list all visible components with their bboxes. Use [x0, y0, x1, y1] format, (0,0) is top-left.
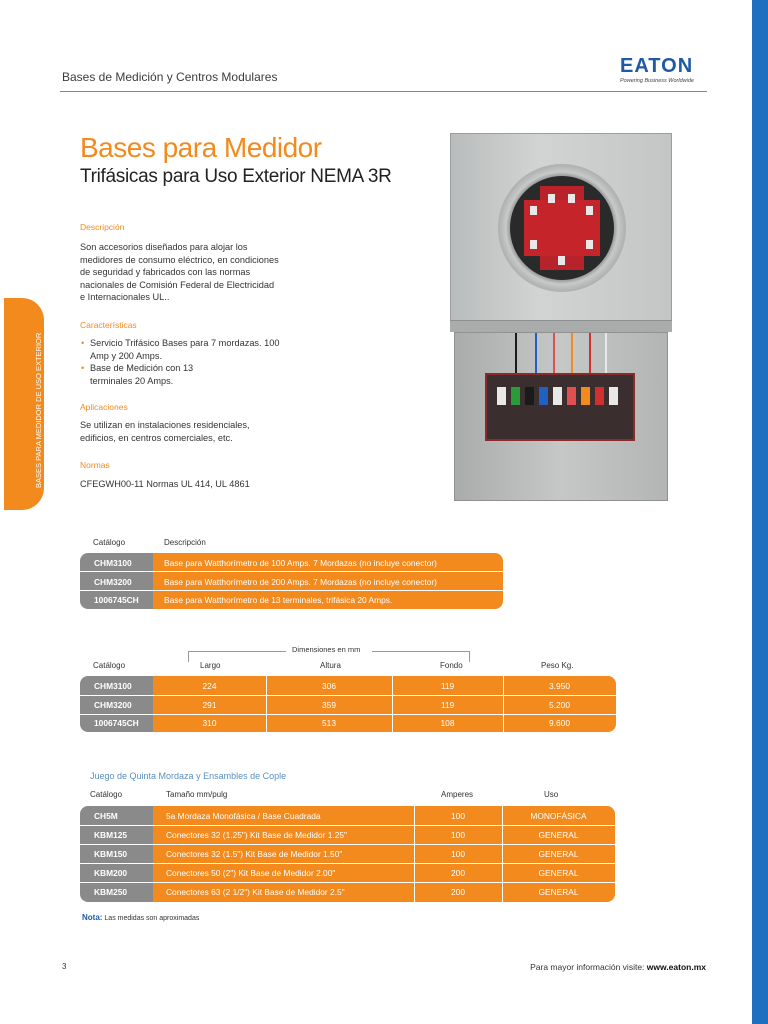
wire — [589, 333, 591, 373]
page-title: Bases para Medidor — [80, 132, 322, 163]
t2-peso: 5.200 — [549, 699, 570, 710]
t2-header-altura: Altura — [320, 661, 341, 670]
t2-largo: 291 — [202, 699, 217, 710]
t3-amp: 100 — [451, 811, 465, 821]
t1-cat: CHM3100 — [94, 557, 132, 568]
t1-desc: Base para Watthorímetro de 200 Amps. 7 Mordazas (no incluye conector) — [164, 576, 437, 587]
wire — [605, 333, 607, 373]
t2-altura: 513 — [322, 718, 336, 728]
t2-header-largo: Largo — [200, 661, 221, 670]
t1-header-descripcion: Descripción — [164, 538, 206, 547]
t3-header-uso: Uso — [544, 790, 559, 799]
logo-wordmark: EATON — [620, 55, 694, 77]
normas-label: Normas — [80, 460, 110, 470]
t3-uso: GENERAL — [538, 867, 579, 878]
jaw — [530, 206, 537, 215]
t3-amp: 200 — [451, 867, 465, 878]
t3-amp: 100 — [451, 829, 465, 840]
jaw — [568, 194, 575, 203]
t2-cat: 1006745CH — [94, 718, 139, 728]
terminal — [567, 387, 576, 405]
t1-cat: CHM3200 — [94, 576, 132, 587]
meter-base-product-image — [450, 133, 672, 501]
t3-cat: KBM250 — [94, 887, 128, 897]
t3-uso: MONOFÁSICA — [530, 811, 587, 821]
terminal — [581, 387, 590, 405]
header-divider — [60, 91, 707, 92]
t3-header-tamano: Tamaño mm/pulg — [166, 790, 228, 799]
t3-size: Conectores 50 (2") Kit Base de Medidor 2.00" — [166, 867, 336, 878]
logo-tagline: Powering Business Worldwide — [620, 78, 694, 84]
meter-cover — [450, 133, 672, 330]
t2-peso: 3.950 — [549, 680, 570, 691]
t2-header-catalogo: Catálogo — [93, 661, 126, 670]
meter-hinge — [450, 320, 672, 332]
t3-header-catalogo: Catálogo — [90, 790, 123, 799]
jaw — [586, 240, 593, 249]
caracteristicas-label: Características — [80, 320, 137, 330]
terminal — [609, 387, 618, 405]
caracteristica-item: • Servicio Trifásico Bases para 7 mordazas. 100 Amp y 200 Amps. — [80, 337, 280, 362]
t2-largo: 224 — [202, 680, 217, 691]
t3-uso: GENERAL — [538, 829, 579, 840]
wire — [553, 333, 555, 373]
page-number: 3 — [62, 962, 67, 971]
footer-text: Para mayor información visite: — [530, 962, 645, 972]
t3-size: Conectores 32 (1.5") Kit Base de Medidor 1.50" — [166, 848, 343, 859]
footer — [530, 962, 706, 972]
t2-cat: CHM3100 — [94, 680, 132, 691]
t3-header-amperes: Amperes — [441, 790, 474, 799]
wire — [571, 333, 573, 373]
t2-altura: 359 — [322, 699, 336, 710]
t2-fondo: 119 — [440, 680, 455, 691]
wire — [515, 333, 517, 373]
normas-text: CFEGWH00-11 Normas UL 414, UL 4861 — [80, 479, 250, 489]
terminal-block — [485, 373, 635, 441]
t3-uso: GENERAL — [538, 887, 579, 897]
caracteristica-item: • Base de Medición con 13 terminales 20 Amps. — [80, 362, 230, 387]
t3-size: 5a Mordaza Monofásica / Base Cuadrada — [166, 811, 321, 821]
t3-cat: CH5M — [94, 811, 118, 821]
note-label: Nota: — [82, 913, 103, 922]
terminal — [553, 387, 562, 405]
t1-desc: Base para Watthorímetro de 13 terminales, trifásica 20 Amps. — [164, 595, 393, 605]
t3-cat: KBM150 — [94, 848, 128, 859]
t3-cat: KBM125 — [94, 829, 128, 840]
t2-cat: CHM3200 — [94, 699, 132, 710]
t1-header-catalogo: Catálogo — [93, 538, 126, 547]
meter-socket — [510, 176, 614, 280]
t3-cat: KBM200 — [94, 867, 128, 878]
wire — [535, 333, 537, 373]
t2-fondo: 119 — [440, 699, 455, 710]
terminal — [595, 387, 604, 405]
header-title: Bases de Medición y Centros Modulares — [62, 70, 278, 84]
terminal — [511, 387, 520, 405]
t3-title: Juego de Quinta Mordaza y Ensambles de Cople — [90, 771, 287, 781]
t1-cat: 1006745CH — [94, 595, 139, 605]
meter-ring — [498, 164, 626, 292]
right-edge-bar — [752, 0, 768, 1024]
jaw — [586, 206, 593, 215]
terminal — [497, 387, 506, 405]
terminal — [539, 387, 548, 405]
caracteristicas-list — [80, 337, 280, 387]
t2-peso: 9.600 — [549, 718, 570, 728]
t3-uso: GENERAL — [538, 848, 579, 859]
side-tab-label: BASES PARA MEDIDOR DE USO EXTERIOR — [34, 332, 43, 488]
aplicaciones-text: Se utilizan en instalaciones residenciales, edificios, en centros comerciales, etc. — [80, 420, 250, 443]
t2-largo: 310 — [202, 718, 217, 728]
jaw — [548, 194, 555, 203]
t2-header-fondo: Fondo — [440, 661, 463, 670]
aplicaciones-label: Aplicaciones — [80, 402, 128, 412]
terminal — [525, 387, 534, 405]
eaton-logo — [620, 56, 710, 84]
t2-group-label: Dimensiones en mm — [292, 645, 361, 654]
t1-desc: Base para Watthorímetro de 100 Amps. 7 Mordazas (no incluye conector) — [164, 557, 437, 568]
t2-fondo: 108 — [440, 718, 455, 728]
descripcion-label: Descripción — [80, 222, 125, 232]
t3-size: Conectores 63 (2 1/2") Kit Base de Medidor 2.5" — [166, 887, 345, 897]
t3-amp: 200 — [451, 887, 465, 897]
t2-header-peso: Peso Kg. — [541, 661, 574, 670]
footer-link[interactable]: www.eaton.mx — [646, 962, 706, 972]
t2-altura: 306 — [322, 680, 336, 691]
t3-size: Conectores 32 (1.25") Kit Base de Medidor 1.25" — [166, 829, 347, 840]
descripcion-text: Son accesorios diseñados para alojar los medidores de consumo eléctrico, en condiciones de seguridad y fabricados con las normas nacionales de Comisión Federal de Electricidad e Internacionales UL.. — [80, 242, 279, 302]
jaw — [558, 256, 565, 265]
meter-enclosure — [454, 332, 668, 501]
t3-amp: 100 — [451, 848, 465, 859]
jaw — [530, 240, 537, 249]
page-subtitle: Trifásicas para Uso Exterior NEMA 3R — [80, 166, 392, 187]
note-text: Las medidas son aproximadas — [104, 915, 200, 922]
note — [82, 913, 199, 922]
